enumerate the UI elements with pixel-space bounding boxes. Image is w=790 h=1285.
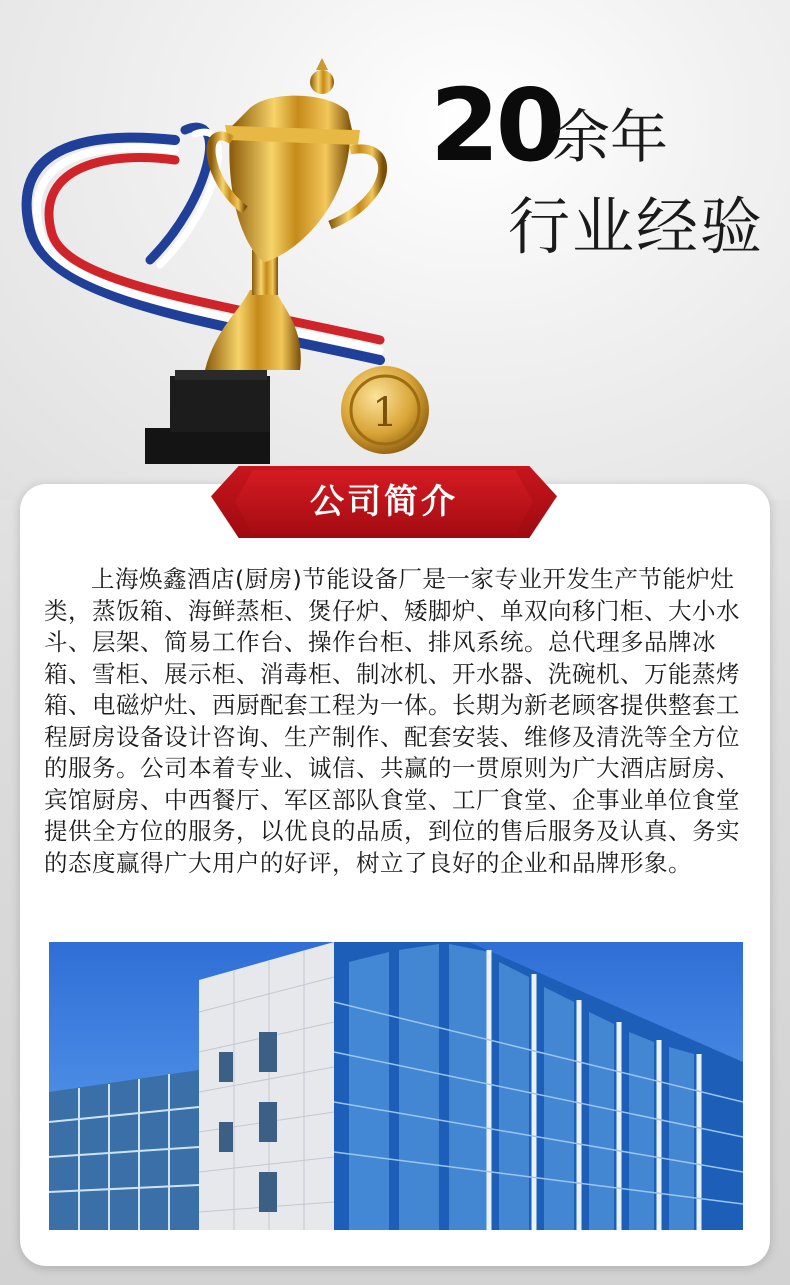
section-title: 公司简介 [310, 482, 458, 522]
hero-section [0, 0, 790, 500]
medal-icon [341, 366, 429, 454]
svg-text:1: 1 [372, 390, 398, 436]
years-subtitle: 行业经验 [508, 190, 765, 263]
company-intro-text: 上海焕鑫酒店(厨房)节能设备厂是一家专业开发生产节能炉灶类，蒸饭箱、海鲜蒸柜、煲仔炉、矮脚炉、单双向移门柜、大小水斗、层架、简易工作台、操作台柜、排风系统。总代理多品牌冰箱、雪柜、展示柜、消毒柜、制冰机、开水器、洗碗机、万能蒸烤箱、电磁炉灶、西厨配套工程为一体。长期为新老顾客提供整套工程厨房设备设计咨询、生产制作、配套安装、维修及清洗等全方位的服务。公司本着专业、诚信、共赢的一贯原则为广大酒店厨房、宾馆厨房、中西餐厅、军区部队食堂、工厂食堂、企事业单位食堂提供全方位的服务，以优良的品质，到位的售后服务及认真、务实的态度赢得广大用户的好评，树立了良好的企业和品牌形象。 [44, 565, 740, 877]
years-number: 20 [430, 67, 562, 184]
office-building-photo [49, 942, 743, 1230]
years-unit: 余年 [552, 103, 669, 171]
section-banner [211, 466, 557, 538]
